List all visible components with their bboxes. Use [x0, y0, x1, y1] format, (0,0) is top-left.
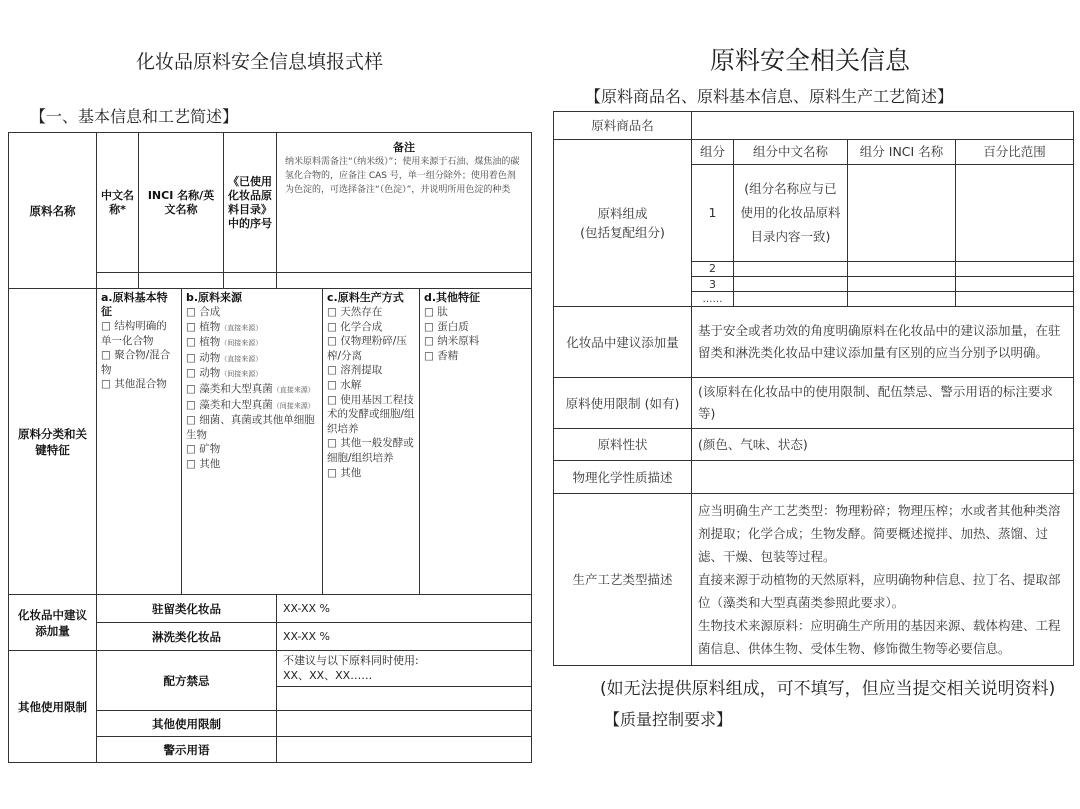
col-d-option[interactable]: □ 肽: [424, 306, 448, 318]
col-b-option[interactable]: [186, 305, 318, 320]
option-text: □ 动物: [186, 351, 221, 364]
col-b-option[interactable]: [186, 442, 318, 457]
dosage-type: 驻留类化妆品: [97, 595, 277, 623]
col-d: [420, 289, 532, 595]
composition-header: 百分比范围: [956, 140, 1074, 164]
suggested-dosage-text[interactable]: 基于安全或者功效的角度明确原料在化妆品中的建议添加量，在驻留类和淋洗类化妆品中建议添加量有区别的应当分别予以明确。: [692, 307, 1074, 378]
remark-title: 备注: [393, 141, 416, 154]
left-info-table: [8, 132, 532, 763]
appearance-label: 原料性状: [554, 428, 692, 460]
remark-text: 纳米原料需备注“（纳米级）”；使用来源于石油、煤焦油的碳氢化合物的，应备注 CAS 号，单一组分除外；使用着色剂为色淀的，可选择备注“（色淀）”，并说明所用色淀的种类: [285, 157, 520, 195]
col-a-title: a.原料基本特征: [101, 291, 168, 318]
col-b-option[interactable]: [186, 382, 318, 398]
trade-name-label: 原料商品名: [554, 112, 692, 140]
option-sub: （间接来源）: [220, 370, 263, 379]
col-c-option[interactable]: □ 使用基因工程技术的发酵或细胞/组织培养: [327, 393, 415, 435]
right-info-table: [553, 111, 1074, 666]
process-paragraph: 应当明确生产工艺类型：物理粉碎；物理压榨；水或者其他种类溶剂提取；化学合成；生物发酵。简要概述搅拌、加热、蒸馏、过滤、干燥、包装等过程。: [698, 502, 1061, 564]
remark-cell: [277, 133, 532, 273]
physchem-value[interactable]: [692, 461, 1074, 493]
col-d-option[interactable]: □ 蛋白质: [424, 320, 469, 333]
option-sub: （间接来源）: [272, 401, 315, 410]
option-text: □ 其他: [186, 457, 221, 470]
col-a-option[interactable]: □ 结构明确的单一化合物: [101, 320, 167, 347]
col-b-option[interactable]: [186, 320, 318, 336]
component-index: 2: [692, 261, 734, 276]
inci-name-header: INCI 名称/英文名称: [139, 133, 224, 273]
other-limit-value[interactable]: [277, 711, 532, 737]
col-c-option[interactable]: □ 水解: [327, 378, 362, 391]
right-subtitle: 【原料商品名、原料基本信息、原料生产工艺简述】: [585, 87, 954, 106]
formula-extra-value[interactable]: [277, 687, 532, 711]
col-c-option[interactable]: □ 其他: [327, 466, 362, 479]
col-c-title: c.原料生产方式: [327, 291, 404, 304]
component-percent-value[interactable]: [956, 261, 1074, 276]
col-c-option[interactable]: □ 化学合成: [327, 320, 383, 333]
col-c-option[interactable]: □ 其他一般发酵或细胞/组织培养: [327, 437, 414, 464]
option-text: □ 植物: [186, 336, 221, 349]
composition-label-line: 原料组成: [597, 206, 648, 222]
component-name-value[interactable]: [734, 277, 848, 292]
composition-header: 组分中文名称: [734, 140, 848, 164]
cn-name-header: 中文名称*: [97, 133, 139, 273]
catalog-no-header: 《已使用化妆品原料目录》中的序号: [224, 133, 277, 273]
option-sub: （直接来源）: [220, 354, 263, 363]
right-footnote: (如无法提供原料组成，可不填写，但应当提交相关说明资料): [600, 679, 1056, 699]
trade-name-value[interactable]: [692, 112, 1074, 140]
composition-label: [554, 140, 692, 307]
process-paragraph: 直接来源于动植物的天然原料，应明确物种信息、拉丁名、提取部位（藻类和大型真菌类参照此要求）。: [698, 571, 1061, 610]
col-c: [323, 289, 420, 595]
col-b-option[interactable]: [186, 457, 318, 472]
component-percent-value[interactable]: [956, 277, 1074, 292]
col-b-option[interactable]: [186, 398, 318, 414]
component-name-value[interactable]: [734, 292, 848, 307]
col-a: [97, 289, 182, 595]
option-text: □ 合成: [186, 306, 221, 318]
col-b-option[interactable]: [186, 351, 318, 367]
inci-name-value[interactable]: [139, 273, 224, 289]
component-index: ……: [692, 292, 734, 307]
component-inci-value[interactable]: [848, 277, 956, 292]
col-c-option[interactable]: □ 天然存在: [327, 306, 383, 318]
warning-label: 警示用语: [97, 737, 277, 763]
process-paragraph: 生物技术来源原料：应明确生产所用的基因来源、载体构建、工程菌信息、供体生物、受体生物、修饰微生物等必要信息。: [698, 617, 1061, 656]
option-text: □ 矿物: [186, 443, 221, 456]
option-text: □ 藻类和大型真菌: [186, 382, 273, 395]
usage-limit-text[interactable]: (该原料在化妆品中的使用限制、配伍禁忌、警示用语的标注要求等): [692, 378, 1074, 429]
raw-name-label: 原料名称: [9, 133, 97, 289]
option-text: □ 细菌、真菌或其他单细胞生物: [186, 414, 315, 441]
cn-name-value[interactable]: [97, 273, 139, 289]
process-text[interactable]: [692, 493, 1074, 665]
process-label: 生产工艺类型描述: [554, 493, 692, 665]
warning-value[interactable]: [277, 737, 532, 763]
col-b-option[interactable]: [186, 366, 318, 382]
component-index: 3: [692, 277, 734, 292]
formula-line: XX、XX、XX……: [283, 669, 373, 682]
formula-taboo-value[interactable]: [277, 651, 532, 687]
formula-taboo-label: 配方禁忌: [97, 651, 277, 711]
component-inci-value[interactable]: [848, 164, 956, 261]
composition-header: 组分: [692, 140, 734, 164]
col-d-option[interactable]: □ 香精: [424, 349, 459, 362]
col-a-option[interactable]: □ 聚合物/混合物: [101, 349, 171, 376]
appearance-text[interactable]: (颜色、气味、状态): [692, 428, 1074, 460]
usage-limit-label: 原料使用限制 (如有): [554, 378, 692, 429]
catalog-no-value[interactable]: [224, 273, 277, 289]
col-b-option[interactable]: [186, 335, 318, 351]
component-percent-value[interactable]: [956, 292, 1074, 307]
dosage-label: 化妆品中建议添加量: [9, 595, 97, 651]
component-name-note[interactable]: (组分名称应与已使用的化妆品原料目录内容一致): [734, 164, 848, 261]
col-d-option[interactable]: □ 纳米原料: [424, 335, 480, 348]
component-index: 1: [692, 164, 734, 261]
option-text: □ 植物: [186, 320, 221, 333]
dosage-value[interactable]: XX-XX %: [277, 623, 532, 651]
option-text: □ 藻类和大型真菌: [186, 398, 273, 411]
component-inci-value[interactable]: [848, 261, 956, 276]
col-a-option[interactable]: □ 其他混合物: [101, 378, 167, 391]
col-b: [182, 289, 323, 595]
remark-value[interactable]: [277, 273, 532, 289]
restrictions-label: 其他使用限制: [9, 651, 97, 763]
suggested-dosage-label: 化妆品中建议添加量: [554, 307, 692, 378]
col-b-option[interactable]: [186, 413, 318, 442]
composition-label-line: (包括复配组分): [580, 225, 665, 241]
other-limit-label: 其他使用限制: [97, 711, 277, 737]
left-title: 化妆品原料安全信息填报式样: [136, 51, 384, 73]
component-percent-value[interactable]: [956, 164, 1074, 261]
left-section-heading: 【一、基本信息和工艺简述】: [30, 107, 239, 126]
component-name-value[interactable]: [734, 261, 848, 276]
composition-header: 组分 INCI 名称: [848, 140, 956, 164]
right-title: 原料安全相关信息: [710, 46, 911, 75]
dosage-type: 淋洗类化妆品: [97, 623, 277, 651]
option-text: □ 动物: [186, 367, 221, 380]
col-b-title: b.原料来源: [186, 291, 243, 304]
option-sub: （间接来源）: [220, 339, 263, 348]
col-d-title: d.其他特征: [424, 291, 481, 304]
col-c-option[interactable]: □ 仅物理粉碎/压榨/分离: [327, 335, 407, 362]
quality-heading: 【质量控制要求】: [604, 710, 733, 729]
col-c-option[interactable]: □ 溶剂提取: [327, 364, 383, 377]
physchem-label: 物理化学性质描述: [554, 461, 692, 493]
option-sub: （直接来源）: [220, 323, 263, 332]
dosage-value[interactable]: XX-XX %: [277, 595, 532, 623]
component-inci-value[interactable]: [848, 292, 956, 307]
option-sub: （直接来源）: [272, 385, 315, 394]
formula-line: 不建议与以下原料同时使用:: [283, 654, 419, 667]
classification-label: 原料分类和关键特征: [9, 289, 97, 595]
